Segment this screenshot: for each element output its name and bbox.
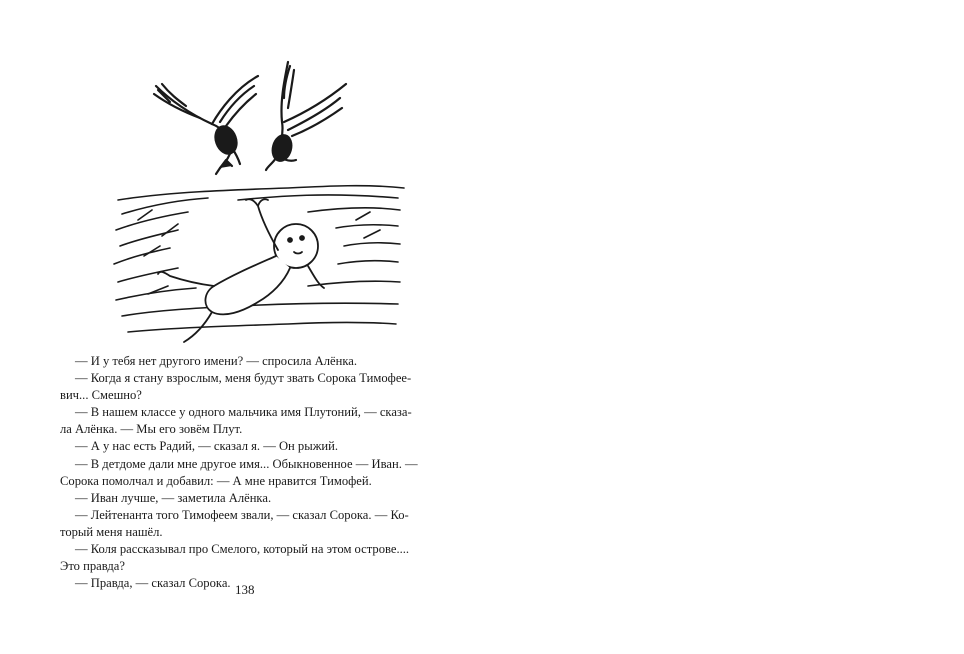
- left-page-text: [60, 353, 418, 592]
- text-line: вич... Смешно?: [60, 388, 142, 403]
- text-line: Сорока помолчал и добавил: — А мне нравится Тимофей.: [60, 473, 372, 488]
- baby-figure-icon: [158, 199, 324, 342]
- text-line: — Иван лучше, — заметила Алёнка.: [75, 490, 272, 505]
- text-line: — В детдоме дали мне другое имя... Обыкновенное — Иван. —: [75, 456, 418, 471]
- text-line: — Лейтенанта того Тимофеем звали, — сказал Сорока. — Ко-: [75, 507, 409, 522]
- left-page: [0, 0, 482, 652]
- text-line: ла Алёнка. — Мы его зовём Плут.: [60, 422, 243, 437]
- page-number-left: 138: [235, 582, 255, 597]
- text-line: Это правда?: [60, 559, 125, 574]
- text-line: — А у нас есть Радий, — сказал я. — Он рыжий.: [75, 439, 339, 454]
- bird-left-icon: [154, 76, 258, 174]
- text-line: — Коля рассказывал про Смелого, который на этом острове....: [75, 542, 410, 557]
- text-line: — И у тебя нет другого имени? — спросила Алёнка.: [75, 354, 358, 368]
- right-page: [482, 0, 964, 652]
- text-line: — В нашем классе у одного мальчика имя Плутоний, — сказа-: [75, 405, 412, 420]
- text-line: — Правда, — сказал Сорока.: [75, 576, 231, 591]
- birds-over-baby-in-grass-icon: [108, 50, 408, 350]
- bird-right-icon: [266, 62, 346, 170]
- text-line: — Когда я стану взрослым, меня будут звать Сорока Тимофее-: [75, 371, 412, 386]
- text-line: торый меня нашёл.: [60, 524, 163, 539]
